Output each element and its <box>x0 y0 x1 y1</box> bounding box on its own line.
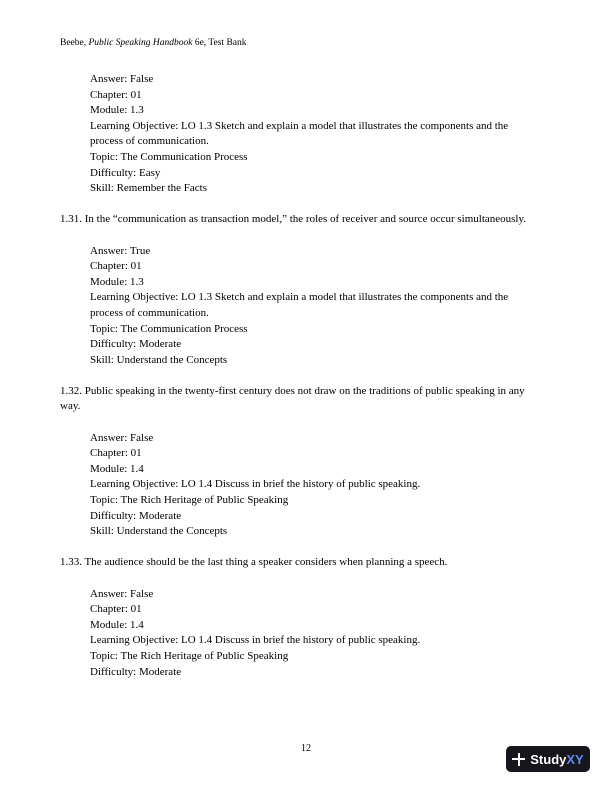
difficulty-line: Difficulty: Moderate <box>90 509 182 522</box>
question-text: 1.33. The audience should be the last thing a speaker considers when planning a speech. <box>60 556 448 569</box>
learning-objective-line: Learning Objective: LO 1.4 Discuss in brief the history of public speaking. <box>90 634 421 647</box>
test-bank-content <box>60 72 540 680</box>
badge-brand-main: Study <box>530 751 567 767</box>
answer-block <box>60 72 540 197</box>
skill-line: Skill: Understand the Concepts <box>90 525 228 538</box>
header-rest: 6e, Test Bank <box>192 38 247 48</box>
page-number: 12 <box>301 743 311 754</box>
difficulty-line: Difficulty: Easy <box>90 166 161 179</box>
header-book-title: Public Speaking Handbook <box>88 38 193 48</box>
answer-line: Answer: False <box>90 587 154 600</box>
header-author: Beebe, <box>60 38 89 48</box>
difficulty-line: Difficulty: Moderate <box>90 338 182 351</box>
chapter-line: Chapter: 01 <box>90 603 142 616</box>
chapter-line: Chapter: 01 <box>90 260 142 273</box>
answer-line: Answer: False <box>90 431 154 444</box>
module-line: Module: 1.4 <box>90 462 144 475</box>
running-header <box>60 37 247 49</box>
answer-block <box>60 587 540 681</box>
topic-line: Topic: The Rich Heritage of Public Speaking <box>90 494 289 507</box>
answer-block <box>60 431 540 540</box>
difficulty-line: Difficulty: Moderate <box>90 665 182 678</box>
plus-icon <box>512 753 525 766</box>
topic-line: Topic: The Communication Process <box>90 322 248 335</box>
badge-brand-accent: XY <box>566 751 584 767</box>
answer-line: Answer: True <box>90 244 151 257</box>
chapter-line: Chapter: 01 <box>90 88 142 101</box>
answer-line: Answer: False <box>90 73 154 85</box>
topic-line: Topic: The Rich Heritage of Public Speaking <box>90 649 289 662</box>
module-line: Module: 1.3 <box>90 275 144 288</box>
module-line: Module: 1.4 <box>90 618 144 631</box>
skill-line: Skill: Understand the Concepts <box>90 353 228 366</box>
chapter-line: Chapter: 01 <box>90 447 142 460</box>
answer-block <box>60 244 540 369</box>
question-text: 1.32. Public speaking in the twenty-first century does not draw on the traditions of public speaking in any way. <box>60 384 525 413</box>
learning-objective-line: Learning Objective: LO 1.3 Sketch and explain a model that illustrates the components and the process of communication. <box>90 291 509 319</box>
learning-objective-line: Learning Objective: LO 1.3 Sketch and explain a model that illustrates the components and the process of communication. <box>90 119 509 148</box>
module-line: Module: 1.3 <box>90 104 144 117</box>
question-text: 1.31. In the “communication as transaction model,” the roles of receiver and source occur simultaneously. <box>60 213 527 226</box>
studyxy-badge[interactable] <box>506 746 590 772</box>
learning-objective-line: Learning Objective: LO 1.4 Discuss in brief the history of public speaking. <box>90 478 421 491</box>
topic-line: Topic: The Communication Process <box>90 150 248 163</box>
skill-line: Skill: Remember the Facts <box>90 182 208 195</box>
